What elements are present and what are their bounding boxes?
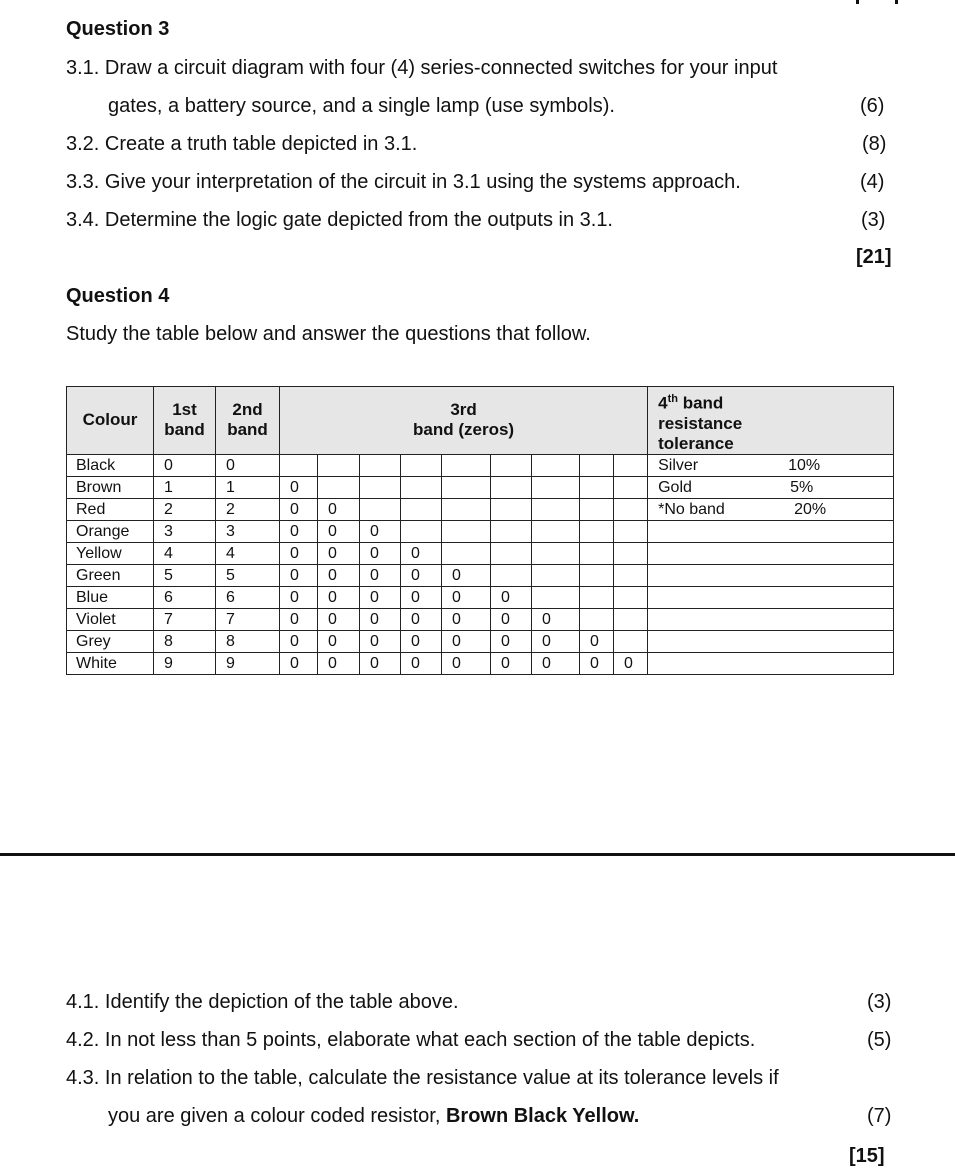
colour-name-cell: White — [67, 652, 154, 674]
q4-total-marks: [15] — [849, 1145, 885, 1167]
third-band-zero-cell: 0 — [280, 564, 318, 586]
table-row — [67, 542, 894, 564]
third-band-zero-cell — [532, 476, 580, 498]
colour-name-cell: Grey — [67, 630, 154, 652]
second-band-digit-cell: 4 — [216, 542, 280, 564]
resistor-colour-sequence: Brown Black Yellow. — [445, 1105, 640, 1127]
first-band-digit-cell: 3 — [154, 520, 216, 542]
third-band-zero-cell: 0 — [360, 542, 401, 564]
second-band-digit-cell: 7 — [216, 608, 280, 630]
third-band-zero-cell: 0 — [442, 564, 491, 586]
q3-3-marks: (4) — [860, 171, 885, 193]
third-band-zero-cell: 0 — [280, 630, 318, 652]
third-band-zero-cell: 0 — [318, 564, 360, 586]
third-band-zero-cell — [401, 476, 442, 498]
third-band-zero-cell — [401, 454, 442, 476]
colour-name-cell: Brown — [67, 476, 154, 498]
table-row — [67, 476, 894, 498]
first-band-digit-cell: 2 — [154, 498, 216, 520]
colour-name-cell: Green — [67, 564, 154, 586]
question-3-heading: Question 3 — [66, 18, 170, 40]
third-band-zero-cell — [491, 454, 532, 476]
page-corner-mark — [856, 0, 898, 4]
q3-1-marks: (6) — [860, 95, 885, 117]
third-band-zero-cell — [614, 630, 648, 652]
tolerance-percent: 20% — [794, 500, 827, 518]
third-band-zero-cell — [401, 498, 442, 520]
second-band-digit-cell: 5 — [216, 564, 280, 586]
tolerance-band-name: Silver — [658, 456, 699, 474]
q4-3-line2: you are given a colour coded resistor, Brown Black Yellow. — [108, 1105, 640, 1127]
q3-total-marks: [21] — [856, 246, 892, 268]
third-band-zero-cell — [580, 476, 614, 498]
q3-2-marks: (8) — [862, 133, 887, 155]
third-band-zero-cell: 0 — [401, 608, 442, 630]
third-band-zero-cell — [532, 564, 580, 586]
section-divider — [0, 853, 955, 856]
third-band-zero-cell — [580, 520, 614, 542]
third-band-zero-cell — [360, 498, 401, 520]
third-band-zero-cell: 0 — [442, 586, 491, 608]
first-band-digit-cell: 4 — [154, 542, 216, 564]
third-band-zero-cell: 0 — [280, 586, 318, 608]
first-band-digit-cell: 1 — [154, 476, 216, 498]
third-band-zero-cell: 0 — [491, 586, 532, 608]
first-band-digit-cell: 9 — [154, 652, 216, 674]
third-band-zero-cell — [280, 454, 318, 476]
first-band-digit-cell: 6 — [154, 586, 216, 608]
third-band-zero-cell — [491, 520, 532, 542]
colour-name-cell: Red — [67, 498, 154, 520]
third-band-zero-cell: 0 — [401, 652, 442, 674]
third-band-zero-cell — [360, 476, 401, 498]
third-band-zero-cell: 0 — [318, 608, 360, 630]
third-band-zero-cell: 0 — [580, 652, 614, 674]
third-band-zero-cell — [614, 498, 648, 520]
header-fourth-band-tolerance: 4th band resistance tolerance — [648, 387, 894, 455]
third-band-zero-cell — [580, 564, 614, 586]
tolerance-cell — [648, 476, 894, 498]
tolerance-percent: 10% — [788, 456, 821, 474]
q4-1-text: 4.1. Identify the depiction of the table above. — [66, 991, 459, 1013]
third-band-zero-cell: 0 — [318, 652, 360, 674]
third-band-zero-cell — [614, 476, 648, 498]
third-band-zero-cell — [532, 586, 580, 608]
colour-name-cell: Blue — [67, 586, 154, 608]
third-band-zero-cell — [580, 454, 614, 476]
second-band-digit-cell: 6 — [216, 586, 280, 608]
first-band-digit-cell: 8 — [154, 630, 216, 652]
third-band-zero-cell — [442, 476, 491, 498]
third-band-zero-cell — [442, 542, 491, 564]
table-row — [67, 454, 894, 476]
third-band-zero-cell — [318, 476, 360, 498]
q4-2-marks: (5) — [867, 1029, 892, 1051]
second-band-digit-cell: 9 — [216, 652, 280, 674]
third-band-zero-cell: 0 — [280, 652, 318, 674]
third-band-zero-cell: 0 — [360, 652, 401, 674]
second-band-digit-cell: 0 — [216, 454, 280, 476]
third-band-zero-cell: 0 — [401, 630, 442, 652]
table-row — [67, 652, 894, 674]
third-band-zero-cell — [442, 498, 491, 520]
header-first-band: 1st band — [154, 387, 216, 455]
second-band-digit-cell: 2 — [216, 498, 280, 520]
third-band-zero-cell: 0 — [280, 520, 318, 542]
q3-4-marks: (3) — [861, 209, 886, 231]
table-row — [67, 564, 894, 586]
third-band-zero-cell — [491, 476, 532, 498]
table-row — [67, 498, 894, 520]
header-colour: Colour — [67, 387, 154, 455]
table-row — [67, 630, 894, 652]
q4-2-text: 4.2. In not less than 5 points, elaborate what each section of the table depicts. — [66, 1029, 756, 1051]
third-band-zero-cell — [614, 586, 648, 608]
third-band-zero-cell — [580, 586, 614, 608]
header-second-band: 2nd band — [216, 387, 280, 455]
third-band-zero-cell: 0 — [532, 630, 580, 652]
table-row — [67, 586, 894, 608]
tolerance-cell — [648, 542, 894, 564]
tolerance-cell — [648, 586, 894, 608]
third-band-zero-cell — [580, 542, 614, 564]
table-header-row — [67, 387, 894, 455]
first-band-digit-cell: 5 — [154, 564, 216, 586]
q4-3-marks: (7) — [867, 1105, 892, 1127]
tolerance-percent: 5% — [790, 478, 814, 496]
third-band-zero-cell: 0 — [318, 586, 360, 608]
third-band-zero-cell — [614, 564, 648, 586]
resistor-colour-code-table — [66, 386, 894, 675]
third-band-zero-cell — [442, 520, 491, 542]
third-band-zero-cell — [532, 542, 580, 564]
second-band-digit-cell: 1 — [216, 476, 280, 498]
third-band-zero-cell — [442, 454, 491, 476]
third-band-zero-cell: 0 — [442, 608, 491, 630]
third-band-zero-cell: 0 — [401, 564, 442, 586]
q4-1-marks: (3) — [867, 991, 892, 1013]
third-band-zero-cell: 0 — [491, 652, 532, 674]
third-band-zero-cell: 0 — [280, 498, 318, 520]
q3-1-line2: gates, a battery source, and a single lamp (use symbols). — [108, 95, 615, 117]
third-band-zero-cell: 0 — [280, 608, 318, 630]
third-band-zero-cell: 0 — [401, 586, 442, 608]
third-band-zero-cell: 0 — [401, 542, 442, 564]
third-band-zero-cell: 0 — [360, 630, 401, 652]
third-band-zero-cell — [580, 498, 614, 520]
question-4-heading: Question 4 — [66, 285, 170, 307]
third-band-zero-cell: 0 — [491, 630, 532, 652]
third-band-zero-cell: 0 — [532, 652, 580, 674]
tolerance-cell — [648, 520, 894, 542]
colour-name-cell: Violet — [67, 608, 154, 630]
colour-name-cell: Black — [67, 454, 154, 476]
third-band-zero-cell — [491, 542, 532, 564]
third-band-zero-cell: 0 — [318, 630, 360, 652]
third-band-zero-cell — [614, 454, 648, 476]
first-band-digit-cell: 0 — [154, 454, 216, 476]
third-band-zero-cell: 0 — [442, 630, 491, 652]
q4-intro: Study the table below and answer the questions that follow. — [66, 323, 591, 345]
tolerance-cell — [648, 564, 894, 586]
third-band-zero-cell: 0 — [318, 520, 360, 542]
third-band-zero-cell: 0 — [532, 608, 580, 630]
q3-4-text: 3.4. Determine the logic gate depicted from the outputs in 3.1. — [66, 209, 613, 231]
second-band-digit-cell: 3 — [216, 520, 280, 542]
third-band-zero-cell: 0 — [360, 608, 401, 630]
header-third-band-zeros: 3rd band (zeros) — [280, 387, 648, 455]
tolerance-cell — [648, 630, 894, 652]
tolerance-cell — [648, 454, 894, 476]
third-band-zero-cell — [614, 608, 648, 630]
q4-3-line1: 4.3. In relation to the table, calculate the resistance value at its tolerance levels if — [66, 1067, 779, 1089]
tolerance-band-name: *No band — [658, 500, 725, 518]
tolerance-cell — [648, 498, 894, 520]
third-band-zero-cell — [491, 564, 532, 586]
q3-1-line1: 3.1. Draw a circuit diagram with four (4) series-connected switches for your input — [66, 57, 778, 79]
third-band-zero-cell: 0 — [280, 542, 318, 564]
table-body — [67, 454, 894, 674]
q3-3-text: 3.3. Give your interpretation of the circuit in 3.1 using the systems approach. — [66, 171, 741, 193]
colour-name-cell: Yellow — [67, 542, 154, 564]
colour-name-cell: Orange — [67, 520, 154, 542]
third-band-zero-cell: 0 — [580, 630, 614, 652]
third-band-zero-cell — [532, 454, 580, 476]
first-band-digit-cell: 7 — [154, 608, 216, 630]
third-band-zero-cell — [580, 608, 614, 630]
third-band-zero-cell — [491, 498, 532, 520]
third-band-zero-cell: 0 — [491, 608, 532, 630]
third-band-zero-cell: 0 — [360, 586, 401, 608]
third-band-zero-cell: 0 — [614, 652, 648, 674]
second-band-digit-cell: 8 — [216, 630, 280, 652]
third-band-zero-cell — [532, 520, 580, 542]
third-band-zero-cell: 0 — [318, 542, 360, 564]
third-band-zero-cell — [614, 542, 648, 564]
third-band-zero-cell: 0 — [360, 520, 401, 542]
tolerance-band-name: Gold — [658, 478, 692, 496]
table-row — [67, 608, 894, 630]
third-band-zero-cell: 0 — [318, 498, 360, 520]
tolerance-cell — [648, 652, 894, 674]
third-band-zero-cell: 0 — [280, 476, 318, 498]
tolerance-cell — [648, 608, 894, 630]
third-band-zero-cell — [532, 498, 580, 520]
third-band-zero-cell — [614, 520, 648, 542]
third-band-zero-cell: 0 — [442, 652, 491, 674]
third-band-zero-cell — [318, 454, 360, 476]
third-band-zero-cell — [360, 454, 401, 476]
q3-2-text: 3.2. Create a truth table depicted in 3.1. — [66, 133, 418, 155]
third-band-zero-cell — [401, 520, 442, 542]
third-band-zero-cell: 0 — [360, 564, 401, 586]
table-row — [67, 520, 894, 542]
